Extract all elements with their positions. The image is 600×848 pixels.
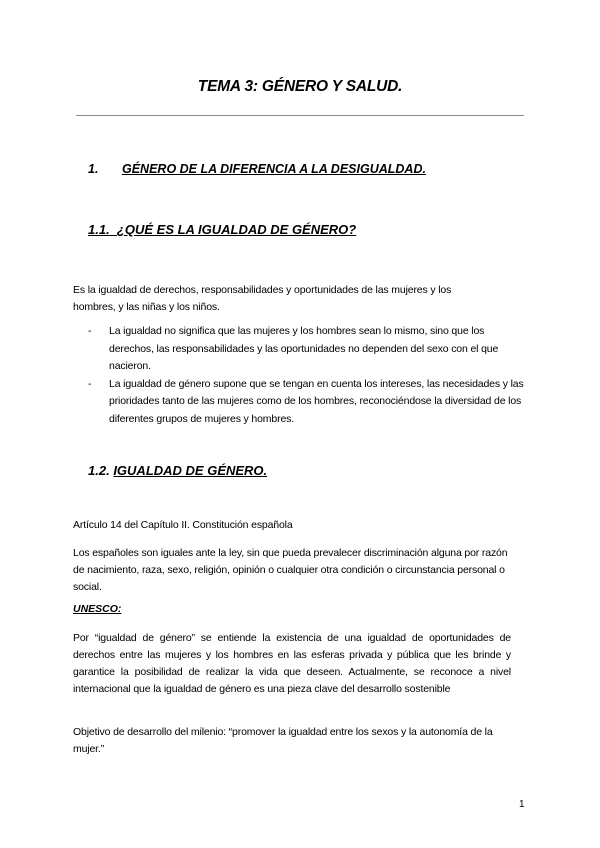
section-1-2-number: 1.2. <box>88 463 110 478</box>
bullet-text: La igualdad de género supone que se tengan en cuenta los intereses, las necesidades y las prioridades tanto de las mujeres como de los hombres, reconociéndose la diversidad de los diferentes grupos de mujeres y hombres. <box>109 377 524 425</box>
objective-paragraph: Objetivo de desarrollo del milenio: “promover la igualdad entre los sexos y la autonomía de la mujer.” <box>73 726 493 755</box>
bullet-text: La igualdad no significa que las mujeres y los hombres sean lo mismo, sino que los derechos, las responsabilidades y las oportunidades no dependen del sexo con el que nacieron. <box>109 325 499 372</box>
section-1-number: 1. <box>88 162 99 176</box>
section-1-2-title: IGUALDAD DE GÉNERO. <box>113 463 268 478</box>
section-1-2-heading <box>88 463 267 478</box>
section-1-1-title: ¿QUÉ ES LA IGUALDAD DE GÉNERO? <box>116 222 357 237</box>
unesco-paragraph: Por “igualdad de género” se entiende la existencia de una igualdad de oportunidades de derechos entre las mujeres y los hombres en las esferas privada y pública que les brinde y garantice la posibilidad de realizar la vida que deseen. Actualmente, se reconoce a nivel internacional que la igualdad de género es una pieza clave del desarrollo sostenible <box>73 632 511 695</box>
title-divider <box>76 115 524 116</box>
section-1-title: GÉNERO DE LA DIFERENCIA A LA DESIGUALDAD. <box>122 162 426 176</box>
section-1-1-number: 1.1. <box>88 222 110 237</box>
section-1-1-heading <box>88 222 356 237</box>
definition-bullet-list <box>86 323 526 428</box>
bullet-marker: - <box>88 377 92 390</box>
article-reference: Artículo 14 del Capítulo II. Constitución española <box>73 519 293 531</box>
definition-paragraph: Es la igualdad de derechos, responsabilidades y oportunidades de las mujeres y los hombres, y las niñas y los niños. <box>73 284 452 313</box>
page-number: 1 <box>519 799 525 810</box>
list-item <box>86 323 526 376</box>
constitution-paragraph: Los españoles son iguales ante la ley, sin que pueda prevalecer discriminación alguna por razón de nacimiento, raza, sexo, religión, opinión o cualquier otra condición o circunstancia personal o social. <box>73 547 508 593</box>
unesco-label: UNESCO: <box>73 603 122 615</box>
bullet-marker: - <box>88 325 92 337</box>
page-title: TEMA 3: GÉNERO Y SALUD. <box>197 78 403 95</box>
list-item <box>86 376 526 429</box>
